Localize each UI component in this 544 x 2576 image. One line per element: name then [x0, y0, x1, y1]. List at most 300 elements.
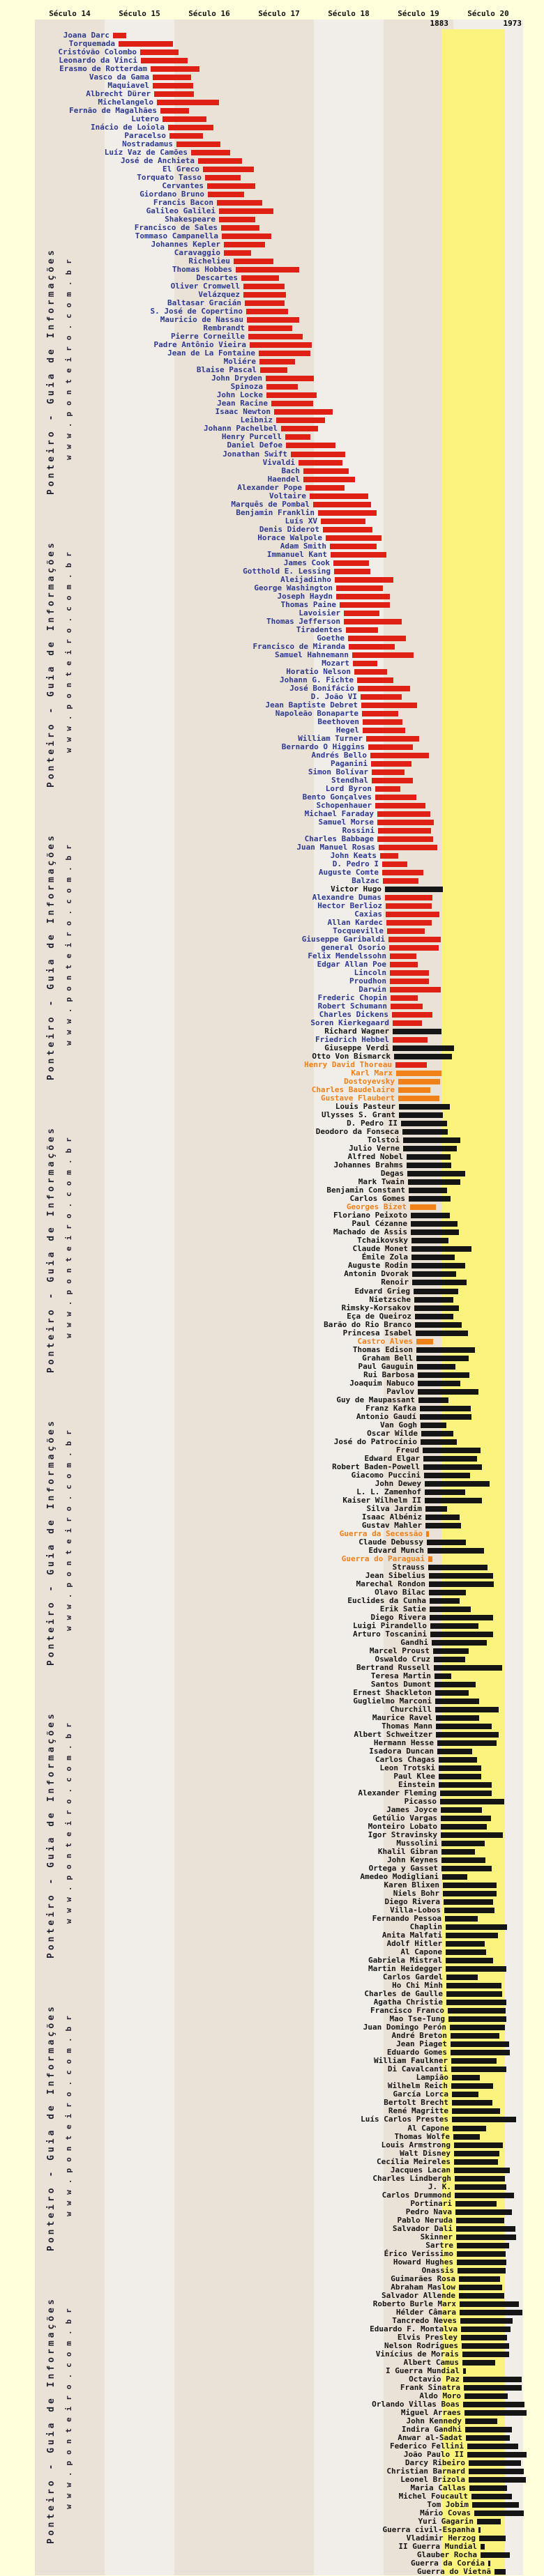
lifespan-bar: [460, 2301, 519, 2307]
lifespan-bar: [442, 1874, 467, 1880]
lifespan-bar: [409, 1188, 447, 1193]
lifespan-bar: [461, 2326, 511, 2332]
lifespan-bar: [452, 2092, 478, 2097]
lifespan-bar: [415, 1314, 453, 1319]
lifespan-bar: [357, 677, 393, 683]
person-name: Marcel Proust: [369, 1646, 430, 1655]
person-name: Carlos Gomes: [349, 1194, 405, 1204]
lifespan-bar: [477, 2519, 501, 2524]
lifespan-bar: [382, 861, 407, 867]
person-name: Joseph Haydn: [277, 591, 333, 601]
person-name: Teresa Martin: [370, 1671, 431, 1680]
lifespan-bar: [371, 761, 411, 767]
person-name: Freud: [395, 1445, 419, 1455]
lifespan-bar: [390, 979, 429, 984]
person-name: Velázquez: [198, 290, 240, 300]
lifespan-bar: [323, 527, 372, 532]
lifespan-bar: [446, 1924, 507, 1930]
lifespan-bar: [448, 2016, 506, 2022]
person-name: Rembrandt: [203, 323, 245, 333]
lifespan-bar: [424, 1473, 470, 1478]
lifespan-bar: [436, 1732, 499, 1738]
sidebar-brand-text: Ponteiro - Guia de Informações: [46, 2004, 56, 2251]
lifespan-bar: [469, 2460, 521, 2466]
person-name: Castro Alves: [357, 1336, 413, 1346]
lifespan-bar: [472, 2502, 519, 2508]
lifespan-bar: [445, 1916, 478, 1922]
lifespan-bar: [377, 820, 434, 825]
person-name: Darcy Ribeiro: [405, 2458, 465, 2467]
person-name: Edgar Allan Poe: [317, 960, 386, 969]
person-name: Charles Babbage: [304, 834, 374, 843]
lifespan-bar: [362, 711, 398, 716]
lifespan-bar: [411, 1238, 448, 1243]
person-name: Michelangelo: [98, 98, 153, 107]
person-name: Khalil Gibran: [377, 1847, 438, 1857]
person-name: Paul Klee: [393, 1772, 435, 1781]
person-name: Eduardo Gomes: [386, 2048, 447, 2057]
lifespan-bar: [426, 1531, 429, 1537]
person-name: Albert Schweitzer: [354, 1730, 432, 1740]
lifespan-bar: [452, 2100, 492, 2106]
person-name: Thomas Paine: [280, 599, 336, 609]
person-name: Leibniz: [240, 415, 273, 425]
person-name: Agatha Christie: [373, 1998, 443, 2007]
lifespan-bar: [398, 1079, 440, 1084]
person-name: Lavoisier: [299, 608, 340, 618]
lifespan-bar: [303, 468, 349, 474]
person-name: André Breton: [391, 2031, 447, 2041]
person-name: Carlos Drummond: [381, 2190, 451, 2200]
person-name: Guerra do Paraguai: [341, 1554, 425, 1563]
lifespan-bar: [415, 1322, 462, 1328]
person-name: Bertolt Brecht: [384, 2098, 448, 2108]
person-name: Aleijadinho: [280, 574, 331, 584]
lifespan-bar: [398, 1096, 439, 1101]
lifespan-bar: [411, 1255, 455, 1260]
person-name: Richard Wagner: [324, 1027, 389, 1036]
lifespan-bar: [462, 2352, 509, 2357]
person-name: Cecília Meireles: [377, 2156, 451, 2166]
person-name: Skinner: [420, 2232, 453, 2241]
lifespan-bar: [208, 192, 244, 197]
lifespan-bar: [481, 2552, 510, 2558]
person-name: García Lorca: [393, 2090, 448, 2099]
person-name: Giuseppe Garibaldi: [301, 935, 385, 944]
lifespan-bar: [421, 1423, 446, 1428]
lifespan-bar: [420, 1414, 471, 1420]
person-name: Darwin: [358, 985, 386, 995]
person-name: Sartre: [425, 2240, 453, 2250]
lifespan-bar: [451, 2083, 493, 2089]
lifespan-bar: [354, 669, 387, 675]
person-name: Vladimir Herzog: [406, 2533, 476, 2543]
lifespan-bar: [469, 2485, 507, 2491]
lifespan-bar: [370, 753, 429, 758]
lifespan-bar: [425, 1489, 465, 1495]
lifespan-bar: [423, 1464, 482, 1470]
person-name: Henry David Thoreau: [304, 1060, 392, 1070]
lifespan-bar: [436, 1715, 479, 1721]
person-name: Tchaikovsky: [357, 1236, 408, 1245]
person-name: Paracelso: [124, 131, 166, 141]
person-name: Claude Debussy: [358, 1537, 423, 1547]
sidebar-brand-text: Ponteiro - Guia de Informações: [46, 540, 56, 788]
lifespan-bar: [385, 887, 443, 892]
lifespan-bar: [386, 920, 432, 926]
lifespan-bar: [375, 803, 425, 808]
person-name: Spinoza: [230, 382, 263, 392]
lifespan-bar: [454, 2168, 510, 2173]
person-name: Amedeo Modigliani: [360, 1872, 439, 1882]
lifespan-bar: [439, 1774, 481, 1779]
person-name: Érico Veríssimo: [384, 2248, 453, 2258]
lifespan-bar: [386, 903, 432, 909]
person-name: Guerra da Coréia: [411, 2559, 485, 2568]
person-name: Paul Gauguin: [358, 1361, 414, 1371]
lifespan-bar: [446, 1983, 501, 1988]
person-name: Tom Jobim: [427, 2499, 469, 2509]
person-name: Joaquim Nabuco: [349, 1378, 414, 1388]
lifespan-bar: [393, 1045, 454, 1051]
person-name: Gustav Mahler: [361, 1520, 422, 1530]
lifespan-bar: [439, 1765, 481, 1771]
person-name: Oswaldo Cruz: [375, 1654, 430, 1664]
lifespan-bar: [455, 2201, 497, 2207]
lifespan-bar: [344, 619, 402, 624]
lifespan-bar: [451, 2050, 510, 2055]
person-name: Dostoyevsky: [344, 1077, 395, 1087]
sidebar-brand-text: Ponteiro - Guia de Informações: [46, 247, 56, 495]
lifespan-bar: [434, 1657, 465, 1662]
lifespan-bar: [416, 1356, 469, 1361]
person-name: Alexander Pope: [237, 482, 302, 492]
lifespan-bar: [488, 2561, 490, 2566]
person-name: Hermann Hesse: [373, 1738, 434, 1748]
person-name: Johannes Kepler: [151, 240, 220, 250]
person-name: Otto Von Bismarck: [312, 1052, 391, 1061]
lifespan-bar: [224, 250, 251, 256]
lifespan-bar: [443, 1891, 497, 1896]
century-label: Século 14: [49, 9, 91, 18]
lifespan-bar: [375, 795, 416, 800]
lifespan-bar: [416, 1347, 475, 1353]
lifespan-bar: [458, 2268, 506, 2274]
person-name: Baltasar Gracián: [167, 298, 241, 308]
person-name: Georges Bizet: [346, 1202, 407, 1212]
person-name: Tolstoi: [367, 1135, 400, 1145]
lifespan-bar: [435, 1682, 476, 1687]
lifespan-bar: [446, 1958, 493, 1963]
lifespan-bar: [390, 970, 429, 976]
person-name: Lord Byron: [325, 783, 372, 793]
lifespan-bar: [454, 2159, 498, 2165]
lifespan-bar: [340, 602, 390, 608]
sidebar-brand-text: Ponteiro - Guia de Informações: [46, 833, 56, 1080]
lifespan-bar: [390, 987, 441, 992]
person-name: Juan Manuel Rosas: [296, 842, 375, 852]
lifespan-bar: [368, 744, 413, 750]
person-name: Ulysses S. Grant: [322, 1110, 395, 1120]
person-name: Indira Gandhi: [401, 2424, 462, 2434]
person-name: Isadora Duncan: [369, 1747, 434, 1756]
person-name: Paganini: [331, 758, 368, 768]
lifespan-bar: [439, 1757, 477, 1763]
lifespan-bar: [168, 125, 213, 130]
person-name: Auguste Rodin: [347, 1261, 408, 1271]
person-name: D. João VI: [310, 691, 357, 701]
lifespan-bar: [463, 2368, 466, 2374]
person-name: Marquês de Pombal: [231, 499, 310, 509]
person-name: Karl Marx: [351, 1068, 393, 1078]
lifespan-bar: [377, 811, 430, 817]
lifespan-bar: [274, 409, 333, 415]
person-name: Isaac Albéniz: [361, 1512, 422, 1521]
person-name: Goethe: [317, 633, 345, 643]
person-name: Picasso: [404, 1797, 437, 1807]
person-name: John Keats: [330, 850, 377, 860]
person-name: Maria Callas: [410, 2483, 466, 2492]
person-name: Pablo Neruda: [397, 2215, 453, 2225]
lifespan-bar: [452, 2117, 516, 2122]
person-name: Al Capone: [400, 1947, 442, 1957]
person-name: Edvard Grieg: [354, 1286, 410, 1296]
lifespan-bar: [234, 259, 273, 264]
person-name: Robert Baden-Powell: [332, 1462, 420, 1471]
person-name: Jean Baptiste Debret: [265, 700, 358, 710]
person-name: Ho Chi Minh: [392, 1981, 443, 1991]
lifespan-bar: [425, 1498, 482, 1503]
person-name: Tancredo Neves: [392, 2315, 457, 2325]
lifespan-bar: [441, 1866, 492, 1871]
lifespan-bar: [285, 434, 310, 440]
lifespan-bar: [456, 2234, 516, 2240]
person-name: Simon Bolívar: [308, 767, 368, 776]
person-name: Rossini: [342, 825, 375, 835]
person-name: D. Pedro II: [347, 1119, 398, 1128]
person-name: Erasmo de Rotterdam: [59, 64, 147, 74]
person-name: Edward Elgar: [364, 1453, 420, 1463]
person-name: Fernão de Magalhães: [69, 106, 157, 116]
person-name: Federico Fellini: [390, 2441, 464, 2451]
person-name: Napoleão Bonaparte: [275, 708, 358, 718]
person-name: general Osorio: [321, 943, 386, 953]
lifespan-bar: [402, 1129, 448, 1135]
century-label: Século 15: [119, 9, 160, 18]
person-name: Paul Cézanne: [352, 1219, 407, 1229]
person-name: L. L. Zamenhof: [356, 1487, 421, 1496]
person-name: Bento Gonçalves: [302, 792, 372, 802]
person-name: Silva Jardim: [366, 1503, 422, 1513]
person-name: William Faulkner: [374, 2056, 448, 2066]
person-name: Adam Smith: [280, 541, 326, 551]
lifespan-bar: [460, 2310, 522, 2315]
lifespan-bar: [310, 493, 368, 499]
lifespan-bar: [425, 1506, 447, 1512]
lifespan-bar: [358, 686, 410, 691]
lifespan-bar: [456, 2218, 504, 2223]
lifespan-bar: [441, 1816, 491, 1821]
lifespan-bar: [446, 1991, 502, 1997]
lifespan-bar: [452, 2075, 480, 2080]
person-name: Joana Darc: [63, 31, 109, 40]
lifespan-bar: [464, 2393, 508, 2399]
lifespan-bar: [377, 836, 433, 842]
lifespan-bar: [453, 2126, 486, 2131]
person-name: S. José de Copertino: [150, 307, 243, 316]
person-name: Alexander Fleming: [358, 1788, 437, 1798]
person-name: Pierre Corneille: [171, 332, 245, 342]
person-name: Santos Dumont: [370, 1679, 431, 1689]
person-name: Bertrand Russell: [356, 1662, 430, 1672]
person-name: Stendhal: [331, 775, 368, 785]
lifespan-bar: [436, 1724, 492, 1729]
lifespan-bar: [455, 2209, 512, 2215]
lifespan-bar: [421, 1439, 457, 1445]
person-name: Bach: [281, 466, 300, 475]
person-name: Barão do Rio Branco: [324, 1319, 411, 1329]
person-name: Martin Heidegger: [368, 1964, 442, 1974]
person-name: Jean de La Fontaine: [167, 348, 255, 358]
person-name: Horace Walpole: [257, 532, 322, 542]
person-name: Monteiro Lobato: [368, 1822, 437, 1832]
lifespan-bar: [440, 1791, 492, 1796]
lifespan-bar: [412, 1271, 456, 1277]
person-name: Guy de Maupassant: [336, 1395, 415, 1404]
lifespan-bar: [467, 2452, 527, 2458]
lifespan-bar: [459, 2276, 500, 2282]
person-name: Leon Trotski: [379, 1763, 435, 1773]
person-name: Pavlov: [386, 1386, 414, 1396]
person-name: Franz Kafka: [365, 1403, 416, 1413]
lifespan-bar: [430, 1615, 493, 1620]
lifespan-bar: [372, 778, 413, 783]
person-name: Jean Racine: [217, 399, 268, 408]
person-name: Friedrich Hebbel: [315, 1035, 389, 1045]
lifespan-bar: [271, 401, 313, 406]
person-name: Erik Satie: [379, 1604, 426, 1613]
lifespan-bar: [241, 275, 279, 281]
person-name: Floriano Peixoto: [333, 1211, 407, 1220]
person-name: Mark Twain: [358, 1177, 405, 1187]
lifespan-bar: [160, 108, 189, 114]
person-name: Luigi Pirandello: [353, 1620, 427, 1630]
person-name: Johannes Brahms: [333, 1160, 403, 1170]
person-name: Horatio Nelson: [286, 666, 351, 676]
person-name: Churchill: [390, 1705, 432, 1714]
person-name: Miguel Arraes: [400, 2407, 461, 2417]
person-name: Mussolini: [396, 1839, 438, 1848]
person-name: Felix Mendelssohn: [308, 951, 386, 961]
lifespan-bar: [453, 2134, 480, 2140]
lifespan-bar: [418, 1381, 460, 1386]
lifespan-bar: [198, 158, 242, 164]
person-name: Francisco Franco: [370, 2006, 444, 2016]
lifespan-bar: [336, 594, 390, 599]
lifespan-bar: [398, 1087, 430, 1093]
lifespan-bar: [247, 317, 299, 323]
lifespan-bar: [383, 878, 418, 884]
person-name: Portinari: [410, 2198, 452, 2208]
lifespan-bar: [430, 1623, 478, 1629]
person-name: Jean Sibelius: [365, 1570, 425, 1580]
lifespan-bar: [414, 1297, 453, 1303]
lifespan-bar: [448, 2008, 506, 2014]
person-name: Haendel: [267, 474, 300, 484]
lifespan-bar: [153, 75, 191, 80]
lifespan-bar: [469, 2469, 524, 2474]
lifespan-bar: [428, 1565, 488, 1570]
lifespan-bar: [113, 33, 126, 38]
person-name: Oscar Wilde: [367, 1428, 418, 1438]
lifespan-bar: [441, 1807, 482, 1813]
lifespan-bar: [245, 300, 285, 306]
sidebar-url-text: www.ponteiro.com.br: [64, 2302, 73, 2509]
lifespan-bar: [219, 217, 255, 222]
lifespan-bar: [411, 1213, 450, 1218]
person-name: Mao Tse-Tung: [389, 2014, 445, 2024]
person-name: Albert Camus: [403, 2357, 459, 2367]
person-name: Maurice Ravel: [372, 1713, 432, 1722]
person-name: José Bonifácio: [289, 683, 354, 693]
lifespan-bar: [151, 66, 199, 72]
lifespan-bar: [140, 49, 179, 55]
person-name: Diego Rivera: [370, 1612, 426, 1622]
person-name: Euclides da Cunha: [347, 1595, 426, 1605]
person-name: Van Gogh: [380, 1420, 417, 1429]
person-name: Daniel Defoe: [227, 440, 282, 450]
lifespan-bar: [380, 853, 398, 859]
lifespan-bar: [451, 2033, 499, 2039]
lifespan-bar: [455, 2184, 506, 2190]
lifespan-bar: [414, 1305, 459, 1311]
person-name: Roberto Burle Marx: [372, 2299, 456, 2308]
lifespan-bar: [427, 1540, 466, 1545]
person-name: Tocqueville: [333, 926, 384, 936]
person-name: Beethoven: [317, 716, 359, 726]
lifespan-bar: [429, 1573, 493, 1579]
person-name: Guerra do Vietnã: [417, 2567, 491, 2576]
person-name: William Turner: [298, 733, 363, 743]
lifespan-bar: [429, 1590, 466, 1595]
lifespan-bar: [437, 1740, 497, 1746]
lifespan-bar: [463, 2377, 522, 2382]
person-name: Immanuel Kant: [266, 549, 327, 559]
lifespan-bar: [479, 2536, 506, 2541]
person-name: Bernardo O Higgins: [281, 742, 365, 751]
person-name: Salvador Allende: [381, 2290, 455, 2300]
person-name: Thomas Mann: [381, 1722, 432, 1731]
person-name: Kaiser Wilhelm II: [342, 1495, 421, 1505]
lifespan-bar: [446, 2000, 506, 2005]
person-name: II Guerra Mundial: [398, 2542, 477, 2551]
lifespan-bar: [441, 1849, 475, 1855]
century-label: Século 16: [188, 9, 230, 18]
person-name: Alexandre Dumas: [312, 893, 381, 903]
person-name: El Greco: [163, 164, 199, 174]
person-name: Tiradentes: [296, 624, 342, 634]
person-name: Francisco de Sales: [134, 223, 218, 233]
lifespan-bar: [435, 1673, 451, 1679]
person-name: Thomas Wolfe: [394, 2131, 450, 2141]
lifespan-bar: [425, 1515, 460, 1520]
lifespan-bar: [452, 2108, 500, 2114]
lifespan-bar: [466, 2435, 510, 2441]
lifespan-bar: [286, 443, 335, 448]
person-name: Torquemada: [68, 39, 115, 48]
lifespan-bar: [391, 1004, 423, 1009]
lifespan-bar: [281, 426, 318, 431]
